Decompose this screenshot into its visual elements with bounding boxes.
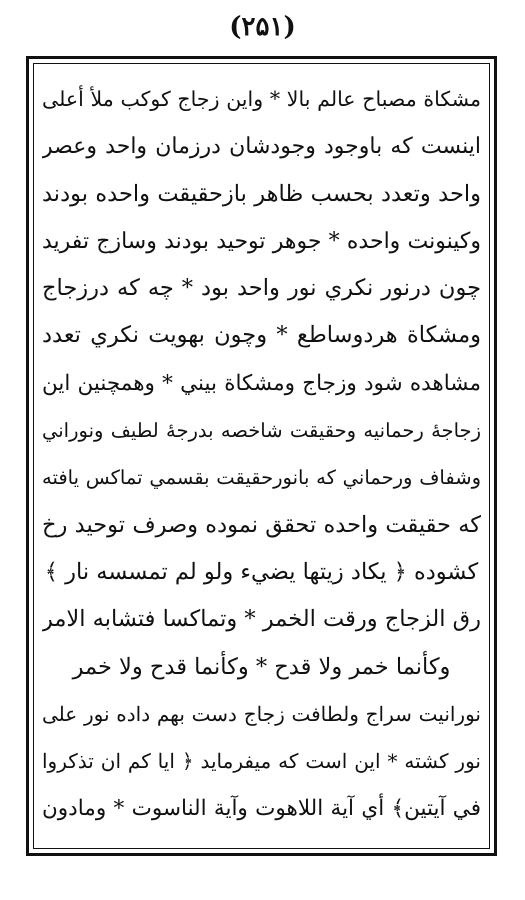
page-border-inner [33, 63, 490, 849]
page-number: (۲۵۱) [229, 12, 296, 42]
body-text [42, 76, 481, 833]
text-line: اينست كه باوجود وجودشان درزمان واحد وعصر [42, 134, 481, 160]
text-line: زجاجۀ رحمانيه وحقيقت شاخصه بدرجۀ لطيف ونوراني [42, 419, 481, 443]
text-line: مشاهده شود وزجاج ومشكاة بيني * وهمچنين اين [42, 370, 481, 396]
text-line: نورانيت سراج ولطافت زجاج دست بهم داده نور على [42, 701, 481, 726]
poetry-line: رق الزجاج ورقت الخمر * وتماكسا فتشابه الامر [42, 606, 481, 633]
quran-verse-line: كشوده ﴿ يكاد زيتها يضيء ولو لم تمسسه نار ﴾ [44, 558, 479, 585]
text-line: نور كشته * اين است كه ميفرمايد ﴿ ايا كم ان تذكروا [42, 749, 481, 774]
text-line: وشفاف ورحماني كه بانورحقيقت بقسمي تماكس يافته [42, 466, 481, 490]
text-line: ومشكاة هردوساطع * وچون بهويت نكري تعدد [42, 322, 481, 349]
text-line: في آيتين﴾ أي آية اللاهوت وآية الناسوت * ومادون [42, 796, 481, 822]
text-line: مشكاة مصباح عالم بالا * واين زجاج كوكب ملأ أعلى [42, 87, 481, 111]
text-line: كه حقيقت واحده تحقق نموده وصرف توحيد رخ [42, 511, 481, 538]
poetry-line: وكأنما خمر ولا قدح * وكأنما قدح ولا خمر [72, 653, 451, 680]
text-line: وكينونت واحده * جوهر توحيد بودند وسازج تفريد [42, 228, 481, 254]
page-border [26, 56, 497, 856]
text-line: واحد وتعدد بحسب ظاهر بازحقيقت واحده بودند [42, 180, 481, 207]
text-line: چون درنور نكري نور واحد بود * چه كه درزجاج [42, 275, 481, 302]
